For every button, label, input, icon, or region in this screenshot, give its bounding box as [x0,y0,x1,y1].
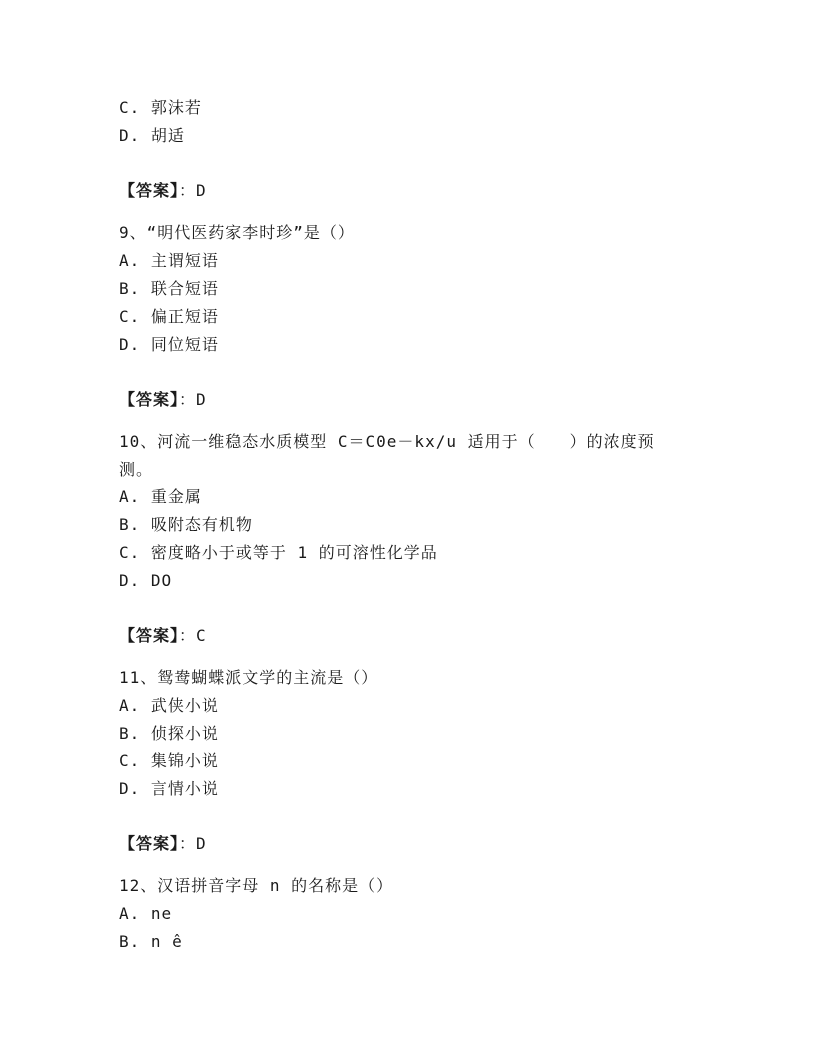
q11-option-a: A. 武侠小说 [119,696,219,715]
q8-option-c: C. 郭沫若 [119,98,202,117]
q9-option-a: A. 主谓短语 [119,251,219,270]
q10-stem-line1: 10、河流一维稳态水质模型 C＝C0e－kx/u 适用于（ ）的浓度预 [119,432,655,451]
q9-stem: 9、“明代医药家李时珍”是（） [119,223,355,242]
answer-value: ：C [179,626,207,645]
answer-value: ：D [179,834,207,853]
q11-option-d: D. 言情小说 [119,779,219,798]
q11-option-c: C. 集锦小说 [119,751,219,770]
answer-value: ：D [179,181,207,200]
answer-label: 【答案】 [119,834,180,853]
q10-option-b: B. 吸附态有机物 [119,515,253,534]
q12-option-b: B. n ê [119,932,183,951]
q12-stem: 12、汉语拼音字母 n 的名称是（） [119,876,394,895]
q9-option-b: B. 联合短语 [119,279,219,298]
q8-option-d: D. 胡适 [119,126,185,145]
q11-stem: 11、鸳鸯蝴蝶派文学的主流是（） [119,668,379,687]
q10-option-a: A. 重金属 [119,487,202,506]
q9-option-d: D. 同位短语 [119,335,219,354]
q10-option-d: D. DO [119,571,173,590]
q10-option-c: C. 密度略小于或等于 1 的可溶性化学品 [119,543,438,562]
q11-option-b: B. 侦探小说 [119,724,219,743]
q9-option-c: C. 偏正短语 [119,307,219,326]
answer-value: ：D [179,390,207,409]
q10-answer [119,626,207,646]
answer-label: 【答案】 [119,390,180,409]
q10-stem-line2: 测。 [119,460,154,479]
answer-label: 【答案】 [119,181,180,200]
q11-answer [119,834,207,854]
q8-answer [119,181,207,201]
answer-label: 【答案】 [119,626,180,645]
q9-answer [119,390,207,410]
q12-option-a: A. ne [119,904,173,923]
